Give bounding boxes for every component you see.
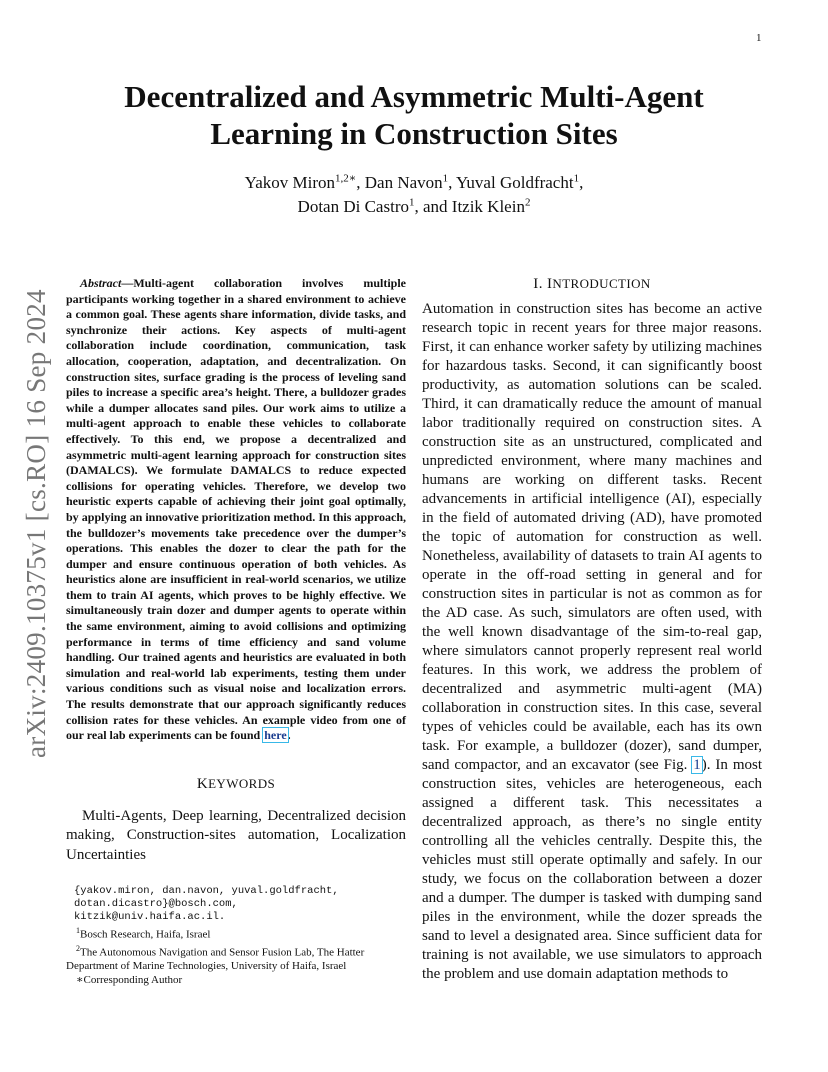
introduction-body: Automation in construction sites has become an active research topic in recent years for three major reasons. First, it can enhance worker safety by utilizing machines for hazardous tasks. Second, it can significantly boost productivity, as automation solutions can be scaled. Third, it can dramatically reduce the amount of manual labor traditionally required on construction sites. A construction site as an unstructured, complicated and unpredicted environment, where many machines and humans are working on different tasks. Recent advancements in artificial intelligence (AI), especially in the field of automated driving (AD), have promoted the topic of automation for construction as well. Nonetheless, availability of datasets to train AI agents to operate in the off-road setting in general and for construction sites in particular is not as common as for the AD case. As such, simulators are often used, with the well known disadvantage of the sim-to-real gap, where simulators cannot properly represent real world features. In this work, we address the problem of decentralized and asymmetric multi-agent (MA) collaboration in construction sites. In this case, several types of vehicles could be available, each has its own task. For example, a bulldozer (dozer), sand dumper, sand compactor, and an excavator (see Fig. 1). In most construction sites, vehicles are heterogeneous, each assigned a different task. This necessitates a decentralized approach, as there’s no single entity controlling all the vehicles centrally. Despite this, the vehicles must still operate optimally and safely. In our study, we focus on the collaboration between a dozer and a dumper. The dumper is tasked with dumping sand piles in the environment, while the dozer spreads the sand to level a designated area. Since sufficient data for training is not available, we use simulators to approach the problem and use domain adaptation methods to [422,301,762,982]
author-name: Yakov Miron [244,173,336,192]
title-line-2: Learning in Construction Sites [210,116,618,151]
author-name: Itzik Klein [451,197,525,216]
author-affiliation: 1,2∗ [335,172,357,185]
introduction-heading: I. INTRODUCTION [533,276,651,292]
title-line-1: Decentralized and Asymmetric Multi-Agent [124,79,704,114]
footnote-corresponding-author: ∗Corresponding Author [76,973,183,986]
footnote-affiliation-1: $^1$Bosch Research, Haifa, Israel [76,926,211,941]
author-list [60,171,768,219]
author-emails: kitzik@univ.haifa.ac.il. [74,911,226,924]
author-name: Yuval Goldfracht [456,173,574,192]
author-affiliation: 1 [408,196,415,209]
footnote-affiliation-2: $^2$The Autonomous Navigation and Sensor Fusion Lab, The Hatter Department of Marine Technologies, University of Haifa, Israel [66,944,365,973]
left-column [66,276,406,987]
footnotes [66,885,406,987]
right-column [422,276,762,984]
abstract: Abstract—Multi-agent collaboration involves multiple participants working together in a shared environment to achieve a common goal. These agents share information, divide tasks, and synchronize their actions. Key aspects of multi-agent collaboration include coordination, communication, task allocation, cooperation, adaptation, and decentralization. On construction sites, surface grading is the process of leveling sand piles to increase a specific area’s height. There, a bulldozer grades while a dumper allocates sand piles. Our work aims to utilize a multi-agent approach to enable these vehicles to collaborate effectively. To this end, we propose a decentralized and asymmetric multi-agent learning approach for construction sites (DAMALCS). We formulate DAMALCS to reduce expected collisions for operating vehicles. Therefore, we develop two heuristic experts capable of achieving their joint goal optimally, by applying an innovative prioritization method. In this approach, the bulldozer’s movements take precedence over the dumper’s operations. This enables the dozer to clear the path for the dumper and ensure continuous operation of both vehicles. As heuristics alone are insufficient in real-world scenarios, we utilize them to train AI agents, which proves to be highly effective. We simultaneously train dozer and dumper agents to operate within the same environment, aiming to avoid collisions and optimizing performance in terms of time efficiency and sand volume handling. Our trained agents and heuristics are evaluated in both simulation and real-world lab experiments, testing them under various conditions such as visual noise and localization errors. The results demonstrate that our approach significantly reduces collision rates for these vehicles. An example video from one of our real lab experiments can be found here. [66,276,406,743]
author-name: Dotan Di Castro [297,197,409,216]
paper-title [60,78,768,152]
author-emails: dotan.dicastro}@bosch.com, [74,898,238,911]
keywords-heading: KEYWORDS [196,775,276,792]
author-emails: {yakov.miron, dan.navon, yuval.goldfracht, [74,885,339,898]
author-name: Dan Navon [364,173,443,192]
author-line-1: Yakov Miron$^{1,2∗}$, Dan Navon$^1$, Yuval Goldfracht$^1$, [244,172,584,192]
page-number: 1 [756,32,762,44]
keywords-text: Multi-Agents, Deep learning, Decentralized decision making, Construction-sites automation, Localization Uncertainties [66,807,406,863]
arxiv-identifier-stamp[interactable]: arXiv:2409.10375v1 [cs.RO] 16 Sep 2024 [21,289,51,758]
author-line-2: Dotan Di Castro$^1$, and Itzik Klein$^2$ [297,196,531,216]
video-link[interactable]: here [264,728,287,743]
figure-reference-link[interactable]: 1 [693,757,701,773]
abstract-text: Multi-agent collaboration involves multiple participants working together in a shared environment to achieve a common goal. These agents share information, divide tasks, and synchronize their actions. Key aspects of multi-agent collaboration include coordination, communication, task allocation, cooperation, adaptation, and decentralization. On construction sites, surface grading is the process of leveling sand piles to increase a specific area’s height. There, a bulldozer grades while a dumper allocates sand piles. Our work aims to utilize a multi-agent approach to enable these vehicles to collaborate effectively. To this end, we propose a decentralized and asymmetric multi-agent learning approach for construction sites (DAMALCS). We formulate DAMALCS to reduce expected collisions for operating vehicles. Therefore, we develop two heuristic experts capable of achieving their joint goal optimally, by applying an innovative prioritization method. In this approach, the bulldozer’s movements take precedence over the dumper’s operations. This enables the dozer to clear the path for the dumper and ensure continuous operation of both vehicles. As heuristics alone are insufficient in real-world scenarios, we utilize them to train AI agents, which proves to be highly effective. We simultaneously train dozer and dumper agents to operate within the same environment, aiming to avoid collisions and optimizing performance in terms of time efficiency and sand volume handling. Our trained agents and heuristics are evaluated in both simulation and real-world lab experiments, testing them under various conditions such as visual noise and localization errors. The results demonstrate that our approach significantly reduces collision rates for these vehicles. An example video from one of our real lab experiments can be found [66,276,406,743]
author-affiliation: 1 [442,172,449,185]
author-affiliation: 1 [573,172,580,185]
author-affiliation: 2 [524,196,531,209]
abstract-label: Abstract [80,276,122,290]
